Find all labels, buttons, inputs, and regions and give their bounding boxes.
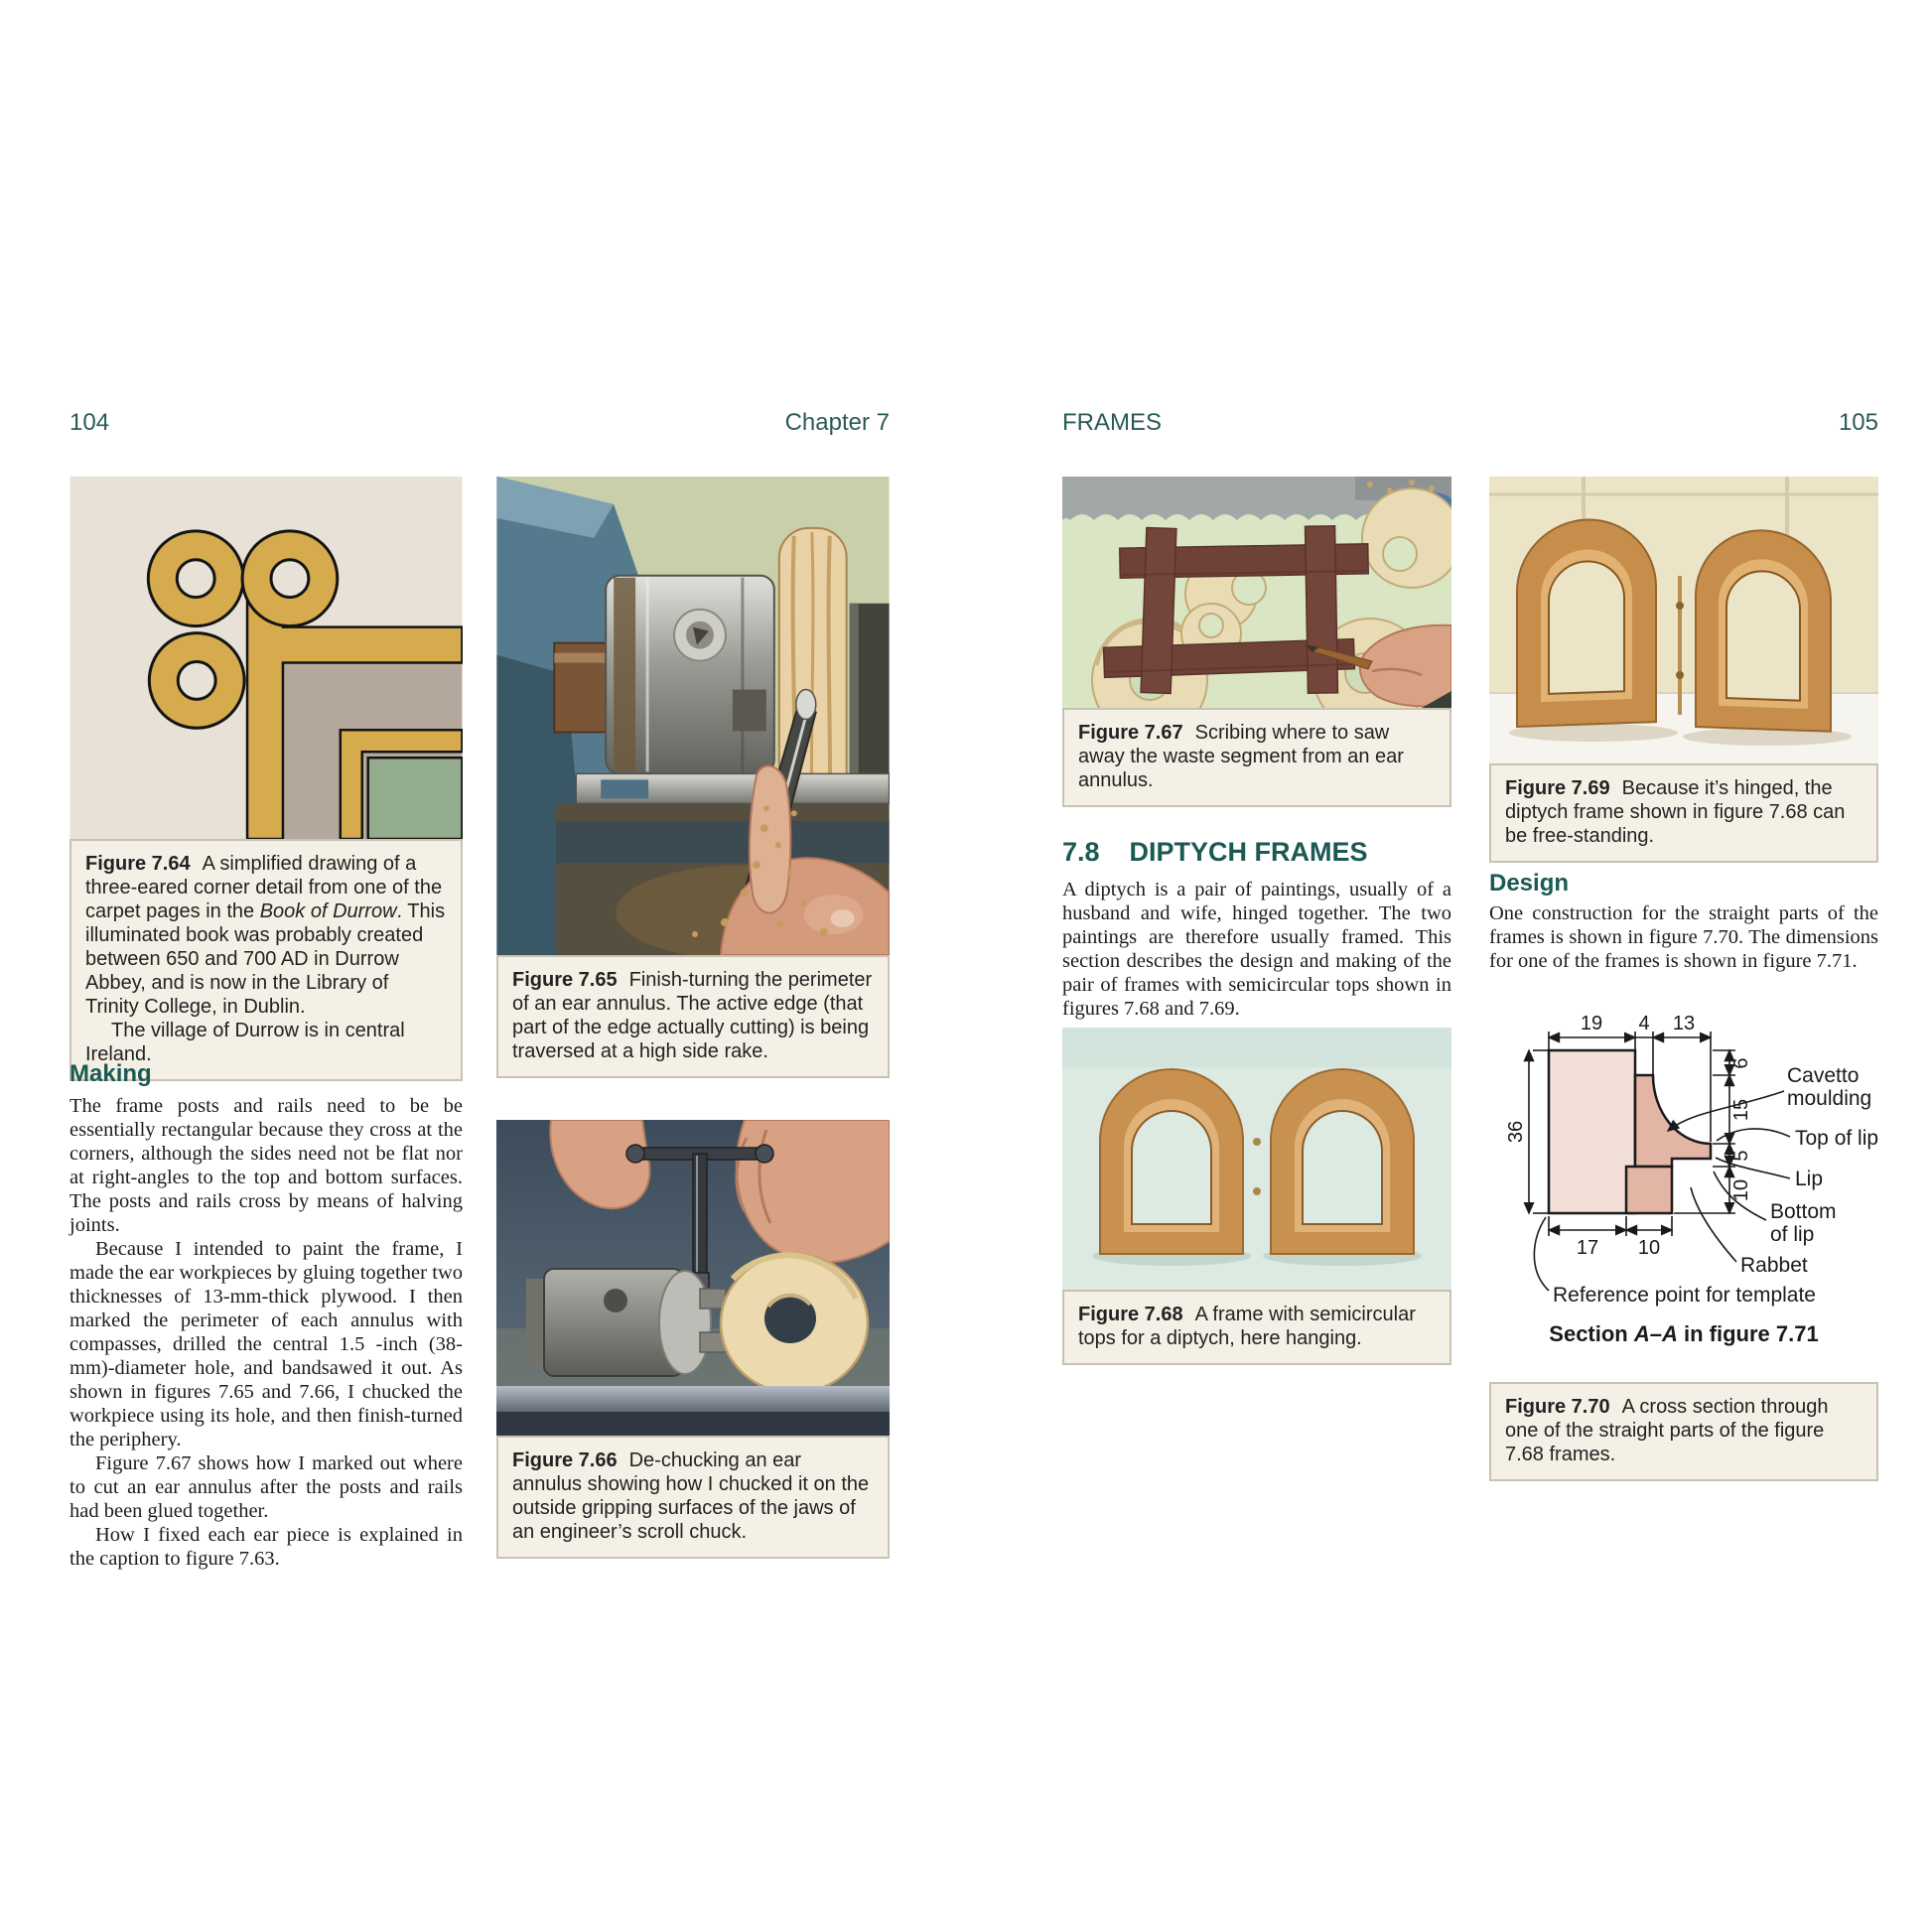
figure-7-68-caption	[1062, 1290, 1451, 1365]
left-frame	[1100, 1069, 1243, 1254]
dim-6: 6	[1730, 1057, 1752, 1069]
design-paragraph: One construction for the straight parts of the frames is shown in figure 7.70. The dimensions for one of the frames is shown in figure 7.71.	[1489, 902, 1878, 972]
figure-7-66-caption	[496, 1436, 890, 1559]
dim-4: 4	[1638, 1013, 1650, 1035]
section-title: DIPTYCH FRAMES	[1129, 837, 1368, 867]
cross-section-diagram	[1489, 1008, 1878, 1360]
caption-paragraph-2: The village of Durrow is in central Ireland.	[85, 1020, 405, 1065]
lathe-turning-photo	[496, 477, 890, 955]
figure-7-65-photo	[496, 477, 890, 955]
figure-label: Figure 7.68	[1078, 1304, 1183, 1325]
running-head-left: Chapter 7	[784, 409, 890, 436]
making-body	[69, 1094, 463, 1571]
caption-text-post: . This illuminated book was probably created between 650 and 700 AD in Durrow Abbey, and is now in the Library of Trinity College, in Dublin.	[85, 900, 446, 1018]
diptych-paragraph: A diptych is a pair of paintings, usually of a husband and wife, hinged together. The two paintings are therefore usually framed. This section describes the design and making of the pair of frames with semicircular tops shown in figures 7.68 and 7.69.	[1062, 879, 1451, 1020]
figure-7-70-diagram	[1489, 1008, 1878, 1360]
figure-7-65-caption	[496, 955, 890, 1078]
making-paragraph-3: Figure 7.67 shows how I marked out where to cut an ear annulus after the posts and rails had been glued together.	[69, 1452, 463, 1522]
figure-label: Figure 7.66	[512, 1449, 618, 1471]
figure-label: Figure 7.67	[1078, 722, 1183, 744]
dim-5: 5	[1730, 1150, 1752, 1162]
label-cavetto: Cavetto moulding	[1787, 1064, 1872, 1110]
caption-text: Because it’s hinged, the diptych frame shown in figure 7.68 can be free-standing.	[1505, 777, 1846, 847]
running-head-right: FRAMES	[1062, 409, 1163, 436]
label-bottom-of-lip: Bottom of lip	[1770, 1200, 1837, 1246]
dim-17: 17	[1576, 1237, 1599, 1259]
dim-10-bottom: 10	[1637, 1237, 1661, 1259]
design-heading: Design	[1489, 870, 1570, 897]
making-paragraph-4: How I fixed each ear piece is explained in the caption to figure 7.63.	[69, 1524, 463, 1570]
page-number-left: 104	[69, 409, 110, 436]
figure-7-69-photo	[1489, 477, 1878, 763]
caption-text: A frame with semicircular tops for a diptych, here hanging.	[1078, 1304, 1416, 1349]
design-body	[1489, 901, 1878, 973]
figure-7-70-caption	[1489, 1382, 1878, 1481]
section-number: 7.8	[1062, 837, 1100, 867]
figure-label: Figure 7.69	[1505, 777, 1610, 799]
right-frame	[1696, 528, 1831, 732]
caption-text-italic: Book of Durrow	[259, 900, 397, 922]
figure-7-66-photo	[496, 1120, 890, 1436]
dim-19: 19	[1580, 1013, 1603, 1035]
page-right	[1062, 0, 1878, 1932]
diptych-body	[1062, 878, 1451, 1021]
figure-label: Figure 7.64	[85, 853, 191, 875]
figure-7-68-photo	[1062, 1028, 1451, 1290]
celtic-corner-illustration	[69, 477, 463, 839]
page-number-right: 105	[1838, 409, 1878, 436]
caption-text: A cross section through one of the straight parts of the figure 7.68 frames.	[1505, 1396, 1829, 1465]
figure-label: Figure 7.65	[512, 969, 618, 991]
dim-15: 15	[1730, 1098, 1752, 1122]
making-paragraph-1: The frame posts and rails need to be be essentially rectangular because they cross at the corners, although the sides need not be flat nor at right-angles to the top and bottom surfaces. The posts and rails cross by means of halving joints.	[69, 1095, 463, 1236]
diptych-hanging-photo	[1062, 1028, 1451, 1290]
dim-10-right: 10	[1730, 1178, 1752, 1202]
caption-text: Scribing where to saw away the waste segment from an ear annulus.	[1078, 722, 1404, 791]
figure-7-67-caption	[1062, 708, 1451, 807]
diptych-standing-photo	[1489, 477, 1878, 763]
figure-7-64-illustration	[69, 477, 463, 839]
dechucking-photo	[496, 1120, 890, 1436]
dimension-lines-bottom	[1549, 1216, 1672, 1236]
dim-13: 13	[1672, 1013, 1696, 1035]
label-top-of-lip: Top of lip	[1795, 1127, 1878, 1150]
section-a-a-label: Section A–A in figure 7.71	[1549, 1321, 1819, 1346]
figure-7-67-photo	[1062, 477, 1451, 708]
right-frame	[1271, 1069, 1414, 1254]
figure-7-64-caption	[69, 839, 463, 1081]
section-7-8-heading	[1062, 837, 1368, 868]
label-reference-point: Reference point for template	[1553, 1284, 1816, 1307]
caption-text: De-chucking an ear annulus showing how I chucked it on the outside gripping surfaces of the jaws of an engineer’s scroll chuck.	[512, 1449, 870, 1543]
dimension-lines-right	[1674, 1050, 1735, 1213]
caption-text-pre: A simplified drawing of a three-eared corner detail from one of the carpet pages in the	[85, 853, 443, 922]
page-left	[69, 0, 890, 1932]
scribing-photo	[1062, 477, 1451, 708]
label-lip: Lip	[1795, 1168, 1824, 1190]
dimension-lines-left	[1529, 1050, 1549, 1213]
making-heading: Making	[69, 1060, 152, 1087]
label-rabbet: Rabbet	[1740, 1254, 1808, 1277]
dim-36: 36	[1505, 1120, 1527, 1144]
figure-7-69-caption	[1489, 763, 1878, 863]
left-frame	[1517, 517, 1656, 727]
caption-text: Finish-turning the perimeter of an ear annulus. The active edge (that part of the edge actually cutting) is being traversed at a high side rake.	[512, 969, 873, 1062]
figure-label: Figure 7.70	[1505, 1396, 1610, 1418]
making-paragraph-2: Because I intended to paint the frame, I made the ear workpieces by gluing together two thicknesses of 13-mm-thick plywood. I then marked the perimeter of each annulus with compasses, drilled the central 1.5 -inch (38-mm)-diameter hole, and bandsawed it out. As shown in figures 7.65 and 7.66, I chucked the workpiece using its hole, and then finish-turned the periphery.	[69, 1238, 463, 1450]
